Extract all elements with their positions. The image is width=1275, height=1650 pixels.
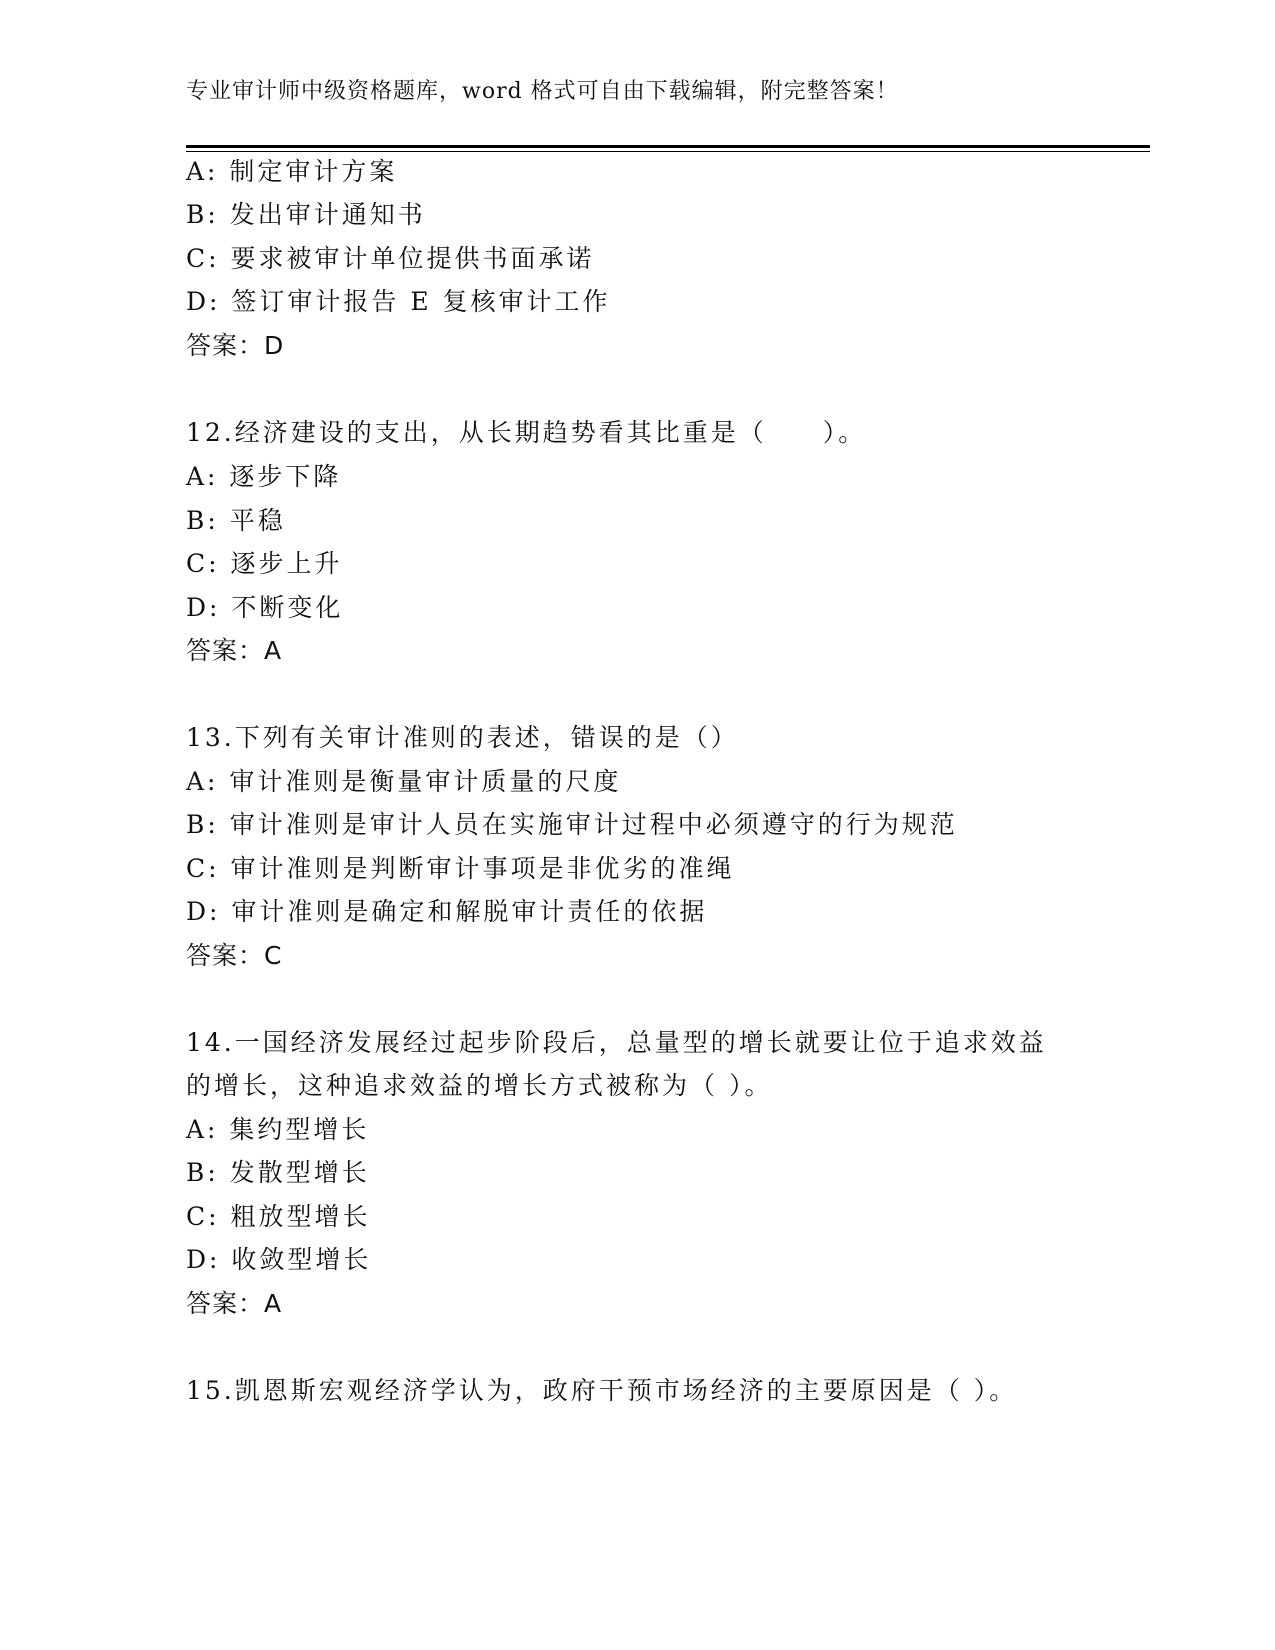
q14-question-line2: 的增长，这种追求效益的增长方式被称为（ ）。 [186,1071,773,1100]
q14-option-d: D: 收敛型增长 [186,1245,372,1274]
q12-question: 12.经济建设的支出，从长期趋势看其比重是（ ）。 [186,418,867,447]
q11-option-c: C: 要求被审计单位提供书面承诺 [186,244,595,273]
q12-answer: 答案：A [186,636,283,665]
q12-option-d: D: 不断变化 [186,593,344,622]
q12-option-b: B: 平稳 [186,506,286,535]
q14-option-c: C: 粗放型增长 [186,1202,371,1231]
q14-option-a: A: 集约型增长 [186,1115,370,1144]
q11-option-b: B: 发出审计通知书 [186,200,426,229]
q13-question: 13.下列有关审计准则的表述，错误的是（） [186,723,739,752]
q13-option-b: B: 审计准则是审计人员在实施审计过程中必须遵守的行为规范 [186,810,958,839]
q13-answer: 答案：C [186,941,283,970]
q13-option-c: C: 审计准则是判断审计事项是非优劣的准绳 [186,854,735,883]
header-rule-thick [186,145,1150,148]
page-header: 专业审计师中级资格题库，word 格式可自由下载编辑，附完整答案！ [186,79,899,104]
header-rule-thin [186,151,1150,152]
q12-option-a: A: 逐步下降 [186,462,342,491]
q14-question-line1: 14.一国经济发展经过起步阶段后，总量型的增长就要让位于追求效益 [186,1028,1047,1057]
q13-option-a: A: 审计准则是衡量审计质量的尺度 [186,767,622,796]
q14-answer: 答案：A [186,1289,283,1318]
q15-question: 15.凯恩斯宏观经济学认为，政府干预市场经济的主要原因是（ ）。 [186,1376,1018,1405]
q12-option-c: C: 逐步上升 [186,549,343,578]
q13-option-d: D: 审计准则是确定和解脱审计责任的依据 [186,897,708,926]
q14-option-b: B: 发散型增长 [186,1158,370,1187]
q11-option-d: D: 签订审计报告 E 复核审计工作 [186,287,611,316]
q11-option-a: A: 制定审计方案 [186,157,398,186]
q11-answer: 答案：D [186,331,285,360]
